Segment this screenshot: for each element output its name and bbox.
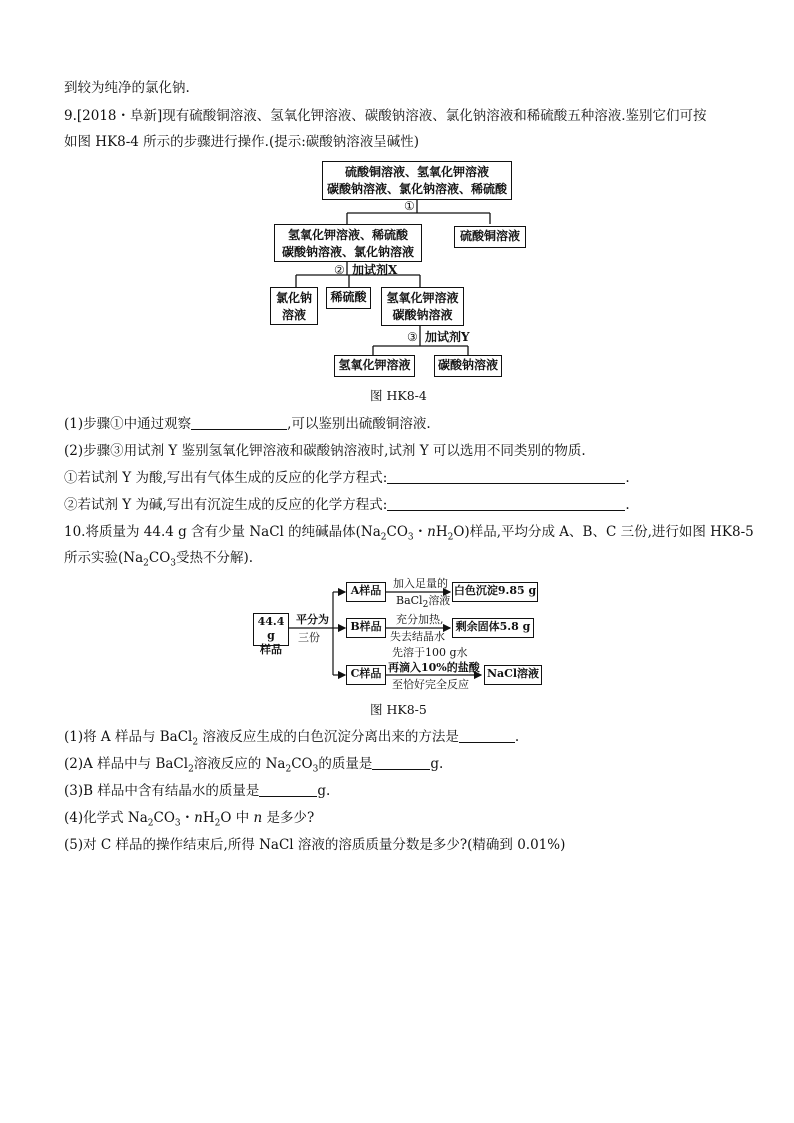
q10-l2-d: 3 (170, 558, 177, 569)
box-all-line1: 硫酸铜溶液、氢氧化钾溶液 (344, 165, 489, 179)
split-bottom-label: 三份 (298, 631, 320, 644)
q10-l1-d: 3 (407, 532, 414, 543)
answer-blank-na2co3-mass[interactable] (372, 755, 430, 770)
q10-l1-i: O)样品,平均分成 A、B、C 三份,进行如图 HK8-5 (453, 524, 754, 540)
q10-l1-b: 2 (380, 532, 387, 543)
q10-sub3 (64, 781, 330, 801)
q10-s3-b: g. (317, 783, 331, 799)
step2-marker: ② (334, 263, 345, 277)
q10-sub1 (64, 727, 519, 753)
box-mixed-line1: 氢氧化钾溶液、稀硫酸 (287, 228, 408, 242)
q10-s4-g: H (202, 810, 215, 826)
box-white-precipitate: 白色沉淀9.85 g (452, 582, 538, 602)
box-koh: 氢氧化钾溶液 (334, 355, 415, 377)
q10-l1-c: CO (386, 524, 408, 540)
c-step-line1: 先溶于100 g水 (392, 646, 468, 659)
box-sample-b: B样品 (346, 618, 386, 638)
box-all-line2: 碳酸钠溶液、氯化钠溶液、稀硫酸 (326, 182, 507, 196)
q10-l1-e: ・ (413, 524, 428, 540)
q10-s2-e: CO (291, 756, 313, 772)
q10-s4-d: 3 (174, 818, 181, 829)
box-nacl-line1: 氯化钠 (275, 291, 312, 305)
q10-s4-j: n (253, 810, 263, 826)
q10-s2-h: g. (430, 756, 444, 772)
answer-blank-separation[interactable] (459, 728, 515, 743)
q10-s1-c: 溶液反应生成的白色沉淀分离出来的方法是 (198, 729, 459, 745)
box-na2co3: 碳酸钠溶液 (434, 355, 502, 377)
box-koh-na2co3-line1: 氢氧化钾溶液 (386, 291, 459, 305)
q9-sub2-1-period: . (625, 470, 630, 486)
q10-s4-f: n (194, 810, 203, 826)
reagent-x-label: 加试剂X (352, 263, 398, 277)
box-koh-na2co3-line2: 碳酸钠溶液 (392, 308, 453, 322)
a-step-bottom (396, 593, 450, 613)
q10-l2-a: 所示实验(Na (64, 550, 144, 566)
a-step-bacl: BaCl (396, 594, 423, 607)
step3-marker: ③ (407, 330, 418, 344)
q10-sub5: (5)对 C 样品的操作结束后,所得 NaCl 溶液的溶质质量分数是多少?(精确到 0.01%) (64, 837, 566, 853)
box-remaining-solid: 剩余固体5.8 g (452, 618, 534, 638)
sample-mass: 44.4 g (257, 615, 285, 642)
sample-label: 样品 (260, 643, 282, 656)
q10-s1-a: (1)将 A 样品与 BaCl (64, 729, 193, 745)
q10-l1-a: 10.将质量为 44.4 g 含有少量 NaCl 的纯碱晶体(Na (64, 524, 381, 540)
q9-sub1-text-a: (1)步骤①中通过观察 (64, 416, 192, 432)
c-step-line3: 至恰好完全反应 (392, 678, 469, 691)
q10-s2-a: (2)A 样品中与 BaCl (64, 756, 189, 772)
box-cuso4: 硫酸铜溶液 (454, 226, 526, 248)
b-step-top: 充分加热, (396, 613, 444, 626)
q9-sub2-1-text: ①若试剂 Y 为酸,写出有气体生成的反应的化学方程式: (64, 470, 388, 486)
q9-line1: 9.[2018・阜新]现有硫酸铜溶液、氢氧化钾溶液、碳酸钠溶液、氯化钠溶液和稀硫酸五种溶液.鉴别它们可按 (64, 108, 707, 124)
q10-s4-c: CO (153, 810, 175, 826)
caption-hk8-5: 图 HK8-5 (370, 702, 427, 717)
q10-s2-f: 3 (312, 764, 319, 775)
q10-s3-a: (3)B 样品中含有结晶水的质量是 (64, 783, 260, 799)
q10-s1-b: 2 (192, 737, 199, 748)
a-step-top: 加入足量的 (393, 577, 448, 590)
q9-sub1-text-b: ,可以鉴别出硫酸铜溶液. (287, 416, 431, 432)
q10-l1-h: 2 (447, 532, 454, 543)
answer-blank-water-mass[interactable] (259, 782, 317, 797)
q9-sub2-2-period: . (625, 497, 630, 513)
q10-sub4 (64, 808, 314, 834)
q10-l1-g: H (435, 524, 448, 540)
b-step-bottom: 失去结晶水 (390, 630, 445, 643)
q10-l2-b: 2 (143, 558, 149, 569)
a-step-sub2: 2 (422, 600, 429, 611)
q10-s4-e: ・ (180, 810, 195, 826)
a-step-solution: 溶液 (428, 594, 451, 607)
reagent-y-label: 加试剂Y (425, 330, 470, 344)
step1-marker: ① (404, 199, 415, 213)
q10-l2-e: 受热不分解). (176, 550, 254, 566)
split-top-label: 平分为 (296, 613, 329, 626)
caption-hk8-4: 图 HK8-4 (370, 388, 427, 403)
box-h2so4: 稀硫酸 (326, 287, 371, 309)
q10-s2-g: 的质量是 (318, 756, 373, 772)
q10-s4-i: O 中 (220, 810, 254, 826)
top-line: 到较为纯净的氯化钠. (64, 80, 190, 96)
q10-l1-f: n (427, 524, 436, 540)
box-nacl-solution: NaCl溶液 (484, 665, 542, 685)
q10-s4-a: (4)化学式 Na (64, 810, 148, 826)
q10-s4-k: 是多少? (262, 810, 315, 826)
c-step-line2: 再滴入10%的盐酸 (388, 661, 480, 674)
q9-sub2-2-text: ②若试剂 Y 为碱,写出有沉淀生成的反应的化学方程式: (64, 497, 388, 513)
q10-s2-d: 2 (285, 764, 292, 775)
box-sample-44g (253, 613, 289, 656)
q9-sub2: (2)步骤③用试剂 Y 鉴别氢氧化钾溶液和碳酸钠溶液时,试剂 Y 可以选用不同类别的物质. (64, 443, 586, 459)
q10-s2-b: 2 (188, 764, 194, 775)
q10-s4-b: 2 (147, 818, 154, 829)
box-sample-a: A样品 (346, 582, 386, 602)
q10-s4-h: 2 (214, 818, 221, 829)
q9-line2: 如图 HK8-4 所示的步骤进行操作.(提示:碳酸钠溶液呈碱性) (64, 134, 420, 150)
box-mixed-line2: 碳酸钠溶液、氯化钠溶液 (281, 245, 414, 259)
q10-l2-c: CO (148, 550, 171, 566)
q10-sub2 (64, 754, 443, 780)
q10-s2-c: 溶液反应的 Na (193, 756, 286, 772)
q10-s1-period: . (514, 729, 520, 745)
box-sample-c: C样品 (346, 665, 386, 685)
box-nacl-line2: 溶液 (281, 308, 306, 322)
